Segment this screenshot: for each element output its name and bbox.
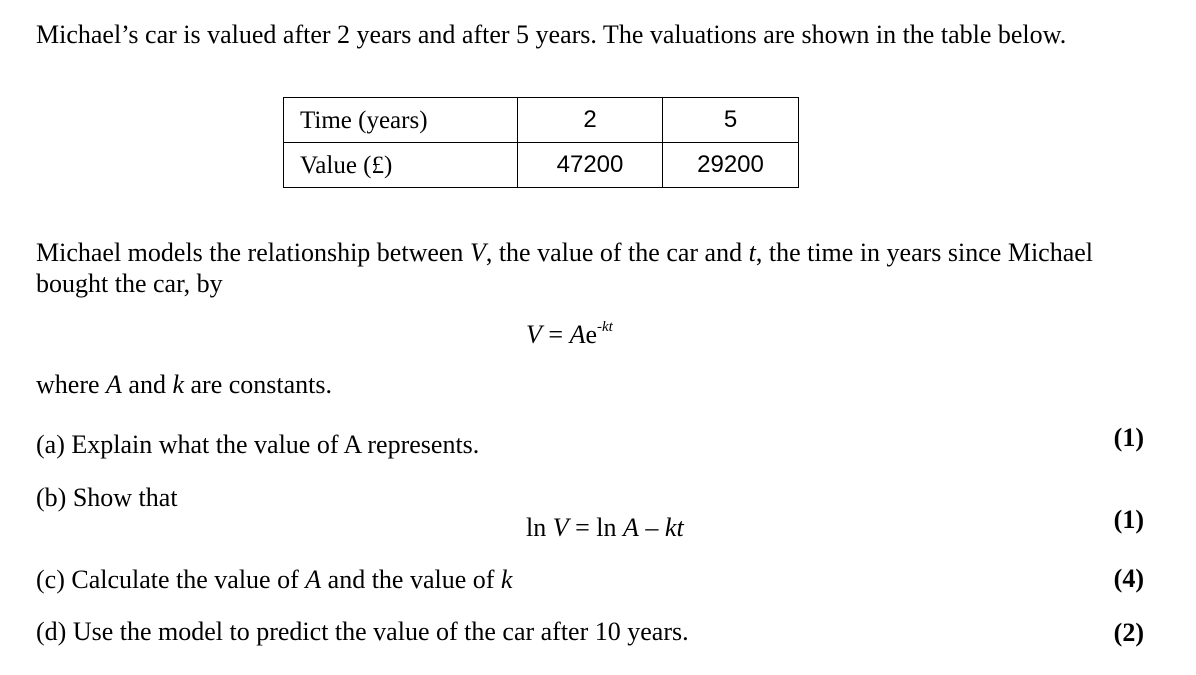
marks-d: (2) [1113,618,1144,647]
table-cell: 47200 [518,143,663,188]
table-cell: 29200 [663,143,799,188]
constants-note: where A and k are constants. [36,370,333,399]
model-formula: $V = Ae^{-kt}$ [526,319,613,349]
table-row [284,98,799,143]
marks-a: (1) [1113,423,1144,452]
table-row [284,143,799,188]
table-row-header: Value (£) [284,143,518,188]
model-description-line1: Michael models the relationship between V, the value of the car and t, the time in years since Michael [36,238,1094,267]
intro-text: Michael’s car is valued after 2 years and after 5 years. The valuations are shown in the table below. [36,20,1067,49]
marks-c: (4) [1113,564,1144,593]
table-cell: 5 [663,98,799,143]
table-row-header: Time (years) [284,98,518,143]
table-cell: 2 [518,98,663,143]
question-a: (a) Explain what the value of A represents. [36,430,480,459]
question-b: (b) Show that [36,483,178,512]
question-c: (c) Calculate the value of A and the value of k [36,565,513,594]
log-formula: ln V = ln A – kt [526,513,684,542]
marks-b: (1) [1113,505,1144,534]
valuation-table [283,97,799,188]
question-d: (d) Use the model to predict the value of the car after 10 years. [36,617,689,646]
model-description-line2: bought the car, by [36,269,223,298]
